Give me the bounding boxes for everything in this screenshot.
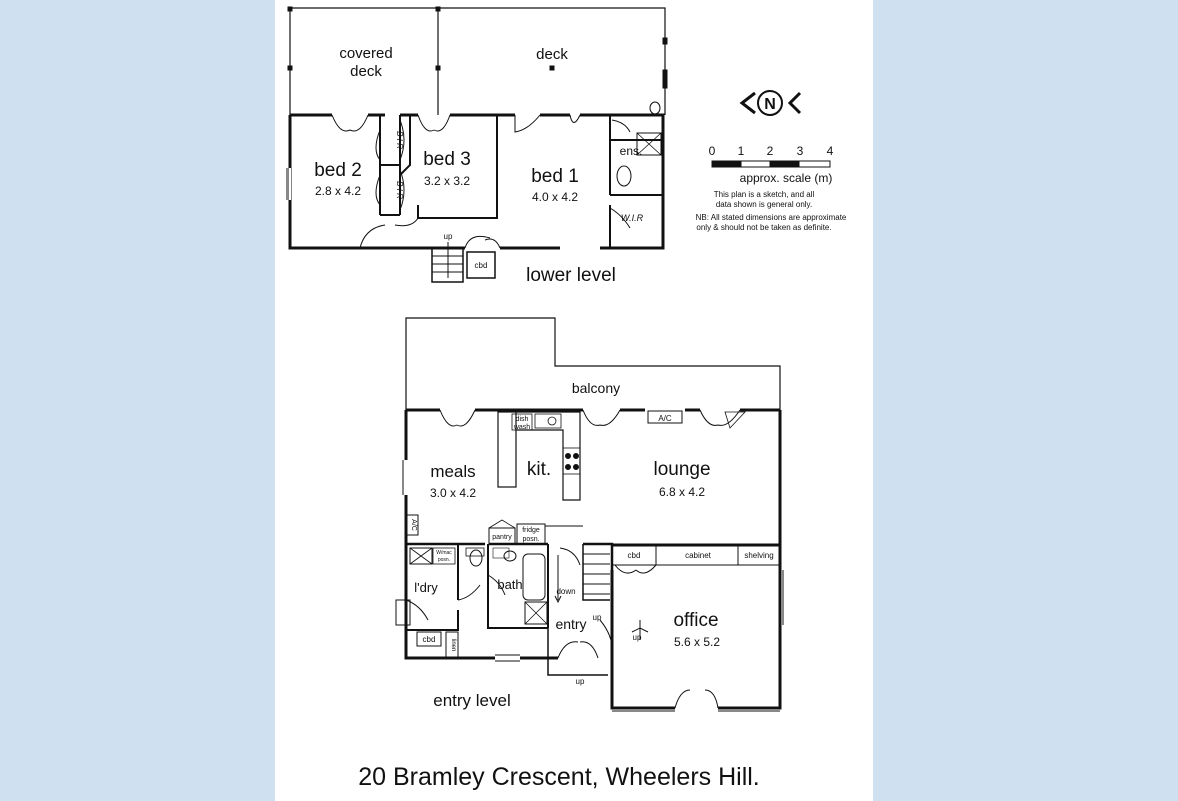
stair-up-label-entry: up [592, 613, 602, 622]
washing-machine-label-2: posn. [437, 557, 451, 563]
scale-tick-4: 4 [826, 144, 834, 158]
ensuite-label: ens. [619, 144, 643, 158]
lounge-dimensions: 6.8 x 4.2 [658, 485, 706, 499]
bed3-dimensions: 3.2 x 3.2 [423, 174, 471, 188]
scale-note-1: This plan is a sketch, and all [713, 190, 815, 199]
linen-label: linen [450, 638, 456, 652]
compass-north-label: N [764, 96, 776, 113]
scale-note-3: NB: All stated dimensions are approximate [695, 213, 847, 222]
fridge-label-2: posn. [522, 536, 540, 543]
deck-label: deck [536, 46, 568, 63]
fridge-label-1: fridge [522, 527, 540, 534]
entry-level-title: entry level [433, 691, 511, 710]
entry-label: entry [555, 616, 587, 632]
office-cbd-label: cbd [627, 551, 641, 560]
cbd-label: cbd [474, 261, 488, 270]
bir-label-1: B I R [395, 131, 404, 149]
office-label: office [673, 610, 719, 631]
lower-level-title: lower level [526, 265, 616, 286]
kitchen-label: kit. [526, 459, 552, 480]
meals-dimensions: 3.0 x 4.2 [429, 486, 477, 500]
wir-label: W.I.R [620, 213, 644, 223]
scale-note-4: only & should not be taken as definite. [696, 223, 832, 232]
entry-level-plan [396, 318, 783, 711]
scale-label: approx. scale (m) [739, 171, 833, 185]
scale-tick-0: 0 [708, 144, 716, 158]
scale-bar [712, 161, 830, 167]
lounge-label: lounge [653, 459, 711, 480]
lower-level-labels [314, 45, 643, 286]
bed1-label: bed 1 [531, 166, 579, 187]
washing-machine-label-1: W/mac [436, 550, 452, 556]
bed3-label: bed 3 [423, 149, 471, 170]
bed1-dimensions: 4.0 x 4.2 [531, 190, 579, 204]
bed2-label: bed 2 [314, 160, 362, 181]
scale-tick-2: 2 [766, 144, 774, 158]
laundry-label: l'dry [414, 580, 438, 595]
stair-up-label: up [443, 232, 453, 241]
stair-down-label: down [556, 587, 576, 596]
bir-label-2: B I R [395, 181, 404, 199]
bath-label: bath [497, 577, 523, 592]
bed2-dimensions: 2.8 x 4.2 [314, 184, 362, 198]
covered-deck-label-1: covered [339, 45, 393, 62]
ac-label: A/C [658, 414, 672, 423]
shelving-label: shelving [744, 551, 774, 560]
balcony-label: balcony [571, 380, 621, 396]
property-address: 20 Bramley Crescent, Wheelers Hill. [358, 763, 760, 791]
office-up-label: up [632, 633, 642, 642]
cabinet-label: cabinet [685, 551, 711, 560]
front-up-label: up [575, 677, 585, 686]
dishwasher-label-1: dish [515, 416, 529, 423]
covered-deck-label-2: deck [350, 63, 382, 80]
scale-tick-3: 3 [796, 144, 804, 158]
laundry-cbd-label: cbd [422, 635, 436, 644]
pantry-label: pantry [492, 534, 512, 541]
dishwasher-label-2: wash [513, 424, 531, 431]
scale-tick-1: 1 [737, 144, 745, 158]
scale-note-2: data shown is general only. [715, 200, 813, 209]
meals-label: meals [430, 462, 476, 481]
office-dimensions: 5.6 x 5.2 [673, 635, 721, 649]
ac-side-label: A/C [410, 519, 417, 531]
